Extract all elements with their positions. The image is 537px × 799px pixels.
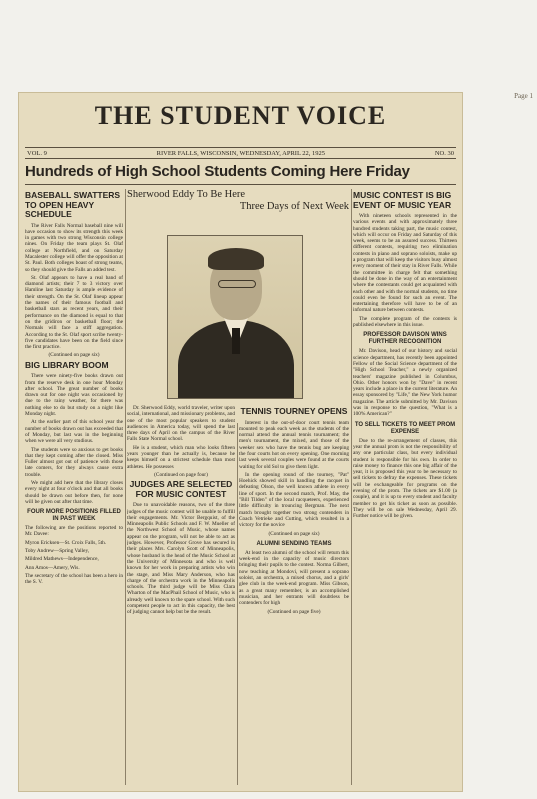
headline-line: Three Days of Next Week bbox=[239, 201, 349, 212]
article-tickets bbox=[353, 422, 457, 520]
headline: JUDGES ARE SELECTED FOR MUSIC CONTEST bbox=[129, 479, 233, 499]
column-4 bbox=[353, 189, 457, 787]
paragraph: The following are the positions reported to Mr. Davee: bbox=[25, 525, 123, 538]
column-divider bbox=[237, 423, 238, 785]
list-item: Ann Amos—Amery, Wis. bbox=[25, 564, 80, 571]
dateline: RIVER FALLS, WISCONSIN, WEDNESDAY, APRIL 22, 1925 bbox=[156, 149, 326, 157]
newspaper-page bbox=[18, 92, 463, 792]
article-music-contest bbox=[353, 191, 457, 328]
headline: FOUR MORE POSITIONS FILLED IN PAST WEEK bbox=[27, 509, 121, 523]
column-divider bbox=[351, 189, 352, 785]
article-tennis bbox=[239, 407, 349, 537]
column-3 bbox=[239, 405, 349, 785]
column-2 bbox=[127, 405, 235, 785]
headline: PROFESSOR DAVISON WINS FURTHER RECOGNITION bbox=[363, 332, 447, 346]
continued-note: (Continued on page six) bbox=[48, 352, 100, 359]
continued-note: (Continued on page five) bbox=[267, 608, 321, 615]
sherwood-headline bbox=[127, 189, 349, 213]
list-item: Toby Andrew—Spring Valley, bbox=[25, 548, 90, 555]
paragraph: At the earlier part of this school year the number of books drawn out has exceeded that of Monday, but last was in the beginning when we were all very studious. bbox=[25, 419, 123, 445]
volume-label: VOL. 9 bbox=[27, 149, 47, 157]
banner-headline: Hundreds of High School Students Coming Here Friday bbox=[25, 163, 410, 180]
article-judges bbox=[127, 480, 235, 615]
paragraph: The River Falls Normal baseball nine will have occasion to show its strength this week in games with two strong Wisconsin college nines. On Friday the team plays St. Olaf college at Northfield, and on Saturday Macalester college will offer the opposition at St. Paul. Both colleges boast of strong teams, so they should give the Falls an added test. bbox=[25, 222, 123, 273]
headline: TO SELL TICKETS TO MEET PROM EXPENSE bbox=[354, 421, 456, 435]
page-number-label: Page 1 bbox=[514, 92, 533, 100]
article-davison bbox=[353, 332, 457, 417]
continued-note: (Continued on page four) bbox=[154, 471, 208, 478]
article-baseball bbox=[25, 191, 123, 359]
column-divider bbox=[125, 189, 126, 785]
paragraph: He is a student, which man who looks fifteen years younger than he actually is, because he keeps himself on a strictest schedule than most athletes. He possesses bbox=[127, 444, 235, 470]
list-item: The secretary of the school has been a hero in the S. V. bbox=[25, 572, 123, 586]
article-library bbox=[25, 361, 123, 505]
paragraph: Due to the re-arrangement of classes, this year the annual prom is not the responsibility of any one particular class, but every individual student is responsible for his own. In order to raise money to finance this one big affair of the year, it is proposed this year to be necessary to sell tickets to defray the expenses. These tickets will be exchangeable for programs on the evening of the prom. The tickets are $1.00 (a couple), and it is up to every student and faculty member to get his ticket as soon as possible. They will be on sale Wednesday, April 29. Further notice will be given. bbox=[353, 437, 457, 520]
banner-rule bbox=[25, 184, 456, 185]
paragraph: In the opening round of the tourney, "Pat" Hoehick showed skill in handling the racquet in defeating Olson, the well known athlete in every line of sport. In the second match, Prof. May, the "Bill Tilden" of the local racqueteers, experienced little difficulty in trouncing Bergman. The next match brought together two strong contenders in Coach Vetrieke and Cutting, which resulted in a victory for the novice bbox=[239, 471, 349, 529]
paragraph: With nineteen schools represented in the various events and with approximately three hundred students taking part, the music contest, which will occur on Friday and Saturday of this week, seems to be an assured success. Thirteen different contests, requiring two elimination contests in piano and soprano soloists, make up a program that will keep the visitors busy almost every moment of their stay in River Falls. While the committee in charge felt that something should be done in the way of an entertainment where the contestants could get acquainted with each other and with the normal students, no time could even be found for such an event. The entertaining therefore will have to be of an informal nature between contests. bbox=[353, 213, 457, 314]
paragraph: At least two alumni of the school will return this week-end in the capacity of music directors bringing their pupils to the contest. Norma Gilbert, now teaching at Mondovi, will present a soprano soloist, an orchestra, a mixed chorus, and a girls' glee club in the week-end program. Miss Gibson, as a great many remember, is an accomplished musician, and her entrants will doubtless be contenders for high bbox=[239, 549, 349, 607]
article-sherwood bbox=[127, 405, 235, 478]
paragraph: St. Olaf appears to have a real band of diamond artists; their 7 to 3 victory over Hamline last Saturday is ample evidence of their strength. On the St. Olaf lineup appear the names of their famous football and basketball stars as recent years, and their performance on the diamond is equal to that on the gridiron or basketball floor; the Normals will face a stiff aggregation. According to the St. Olaf sport scribe twenty-five candidates have been on the field since the first practice. bbox=[25, 274, 123, 351]
continued-note: (Continued on page six) bbox=[268, 530, 320, 537]
column-1 bbox=[25, 189, 123, 789]
article-alumni bbox=[239, 541, 349, 615]
paragraph: Interest in the out-of-door court tennis team mounted to peak each week as the students of the normal attend the annual tennis tournament; the men's tournament, the mixed, and those of the weeker sex who have the tennis bug are keeping the four courts hot on every opening. One morning last week several couples were found at the courts waiting for old Sol to give them light. bbox=[239, 419, 349, 470]
issue-number: NO. 30 bbox=[434, 149, 454, 157]
paragraph: The students were so anxious to get books that they kept coming after the closed. Miss Fuller almost got out of patience with those late comers, for they always cause extra trouble. bbox=[25, 446, 123, 478]
headline: MUSIC CONTEST IS BIG EVENT OF MUSIC YEAR bbox=[353, 190, 452, 210]
info-bar bbox=[25, 147, 456, 159]
headline: TENNIS TOURNEY OPENS bbox=[240, 406, 348, 416]
headline-line: Sherwood Eddy To Be Here bbox=[127, 189, 246, 200]
headline: BASEBALL SWATTERS TO OPEN HEAVY SCHEDULE bbox=[25, 190, 121, 219]
headline: BIG LIBRARY BOOM bbox=[25, 359, 109, 370]
list-item: Mildred Mathews—Independence, bbox=[25, 556, 99, 563]
portrait-photo bbox=[167, 235, 303, 399]
paragraph: Dr. Sherwood Eddy, world traveler, writer upon social, international, and missionary problems, and one of the most popular speakers to student audiences in America today, will spend the last three days of April on the campus of the River Falls State Normal school. bbox=[127, 405, 235, 443]
paragraph: Due to unavoidable reasons, two of the three judges of the music contest will be unable to fulfill their engagements. Mr. Victor Bergquist, of the Minneapolis Public Schools and F. W. Mueller of the Northwest School of Music, whose names appear on the program, will not be able to act as judges. However, Professor Grove has secured in their places Mrs. Carolyn Scott of Minneapolis, whose husband is the head of the Music School at the University of Minnesota and who is well known for her work in preparing artists who win the stage, and Miss Mary Anderson, who has charge of the orchestra work in the Minneapolis schools. The third judge will be Miss Clara Wharton of the MacPhail School of Music, who is already well known to the spare school. With such competent people to act in this capacity, the best of judging cannot help but be the result. bbox=[127, 502, 235, 616]
masthead: THE STUDENT VOICE bbox=[94, 101, 387, 130]
article-four-positions bbox=[25, 509, 123, 585]
headline: ALUMNI SENDING TEAMS bbox=[256, 540, 332, 547]
list-item: Myron Ericksen—St. Croix Falls, 5th. bbox=[25, 539, 107, 546]
paragraph: Mr. Davison, head of our history and social science department, has recently been appointed Fellow of the Social Science department of the "High School Teacher," a newly organized teachers' magazine published in Columbus, Ohio. Other honors won by "Dave" in recent years include a place in the current literature. An essay sponsored by "Life," the New York humor magazine. The article submitted by Mr. Davison was in response to the question, "What is a 100% American?" bbox=[353, 348, 457, 418]
paragraph: There were ninety-five books drawn out from the reserve desk in one hour Monday after school. The great number of books drawn out for one night was occasioned by due to the rainy weather, for there was nothing else to do but study on a night like Monday night. bbox=[25, 373, 123, 418]
paragraph: We might add here that the library closes every night at four o'clock and that all books should be drawn out before then, for none will be given out after that time. bbox=[25, 479, 123, 505]
paragraph: The complete program of the contests is published elsewhere in this issue. bbox=[353, 315, 457, 329]
